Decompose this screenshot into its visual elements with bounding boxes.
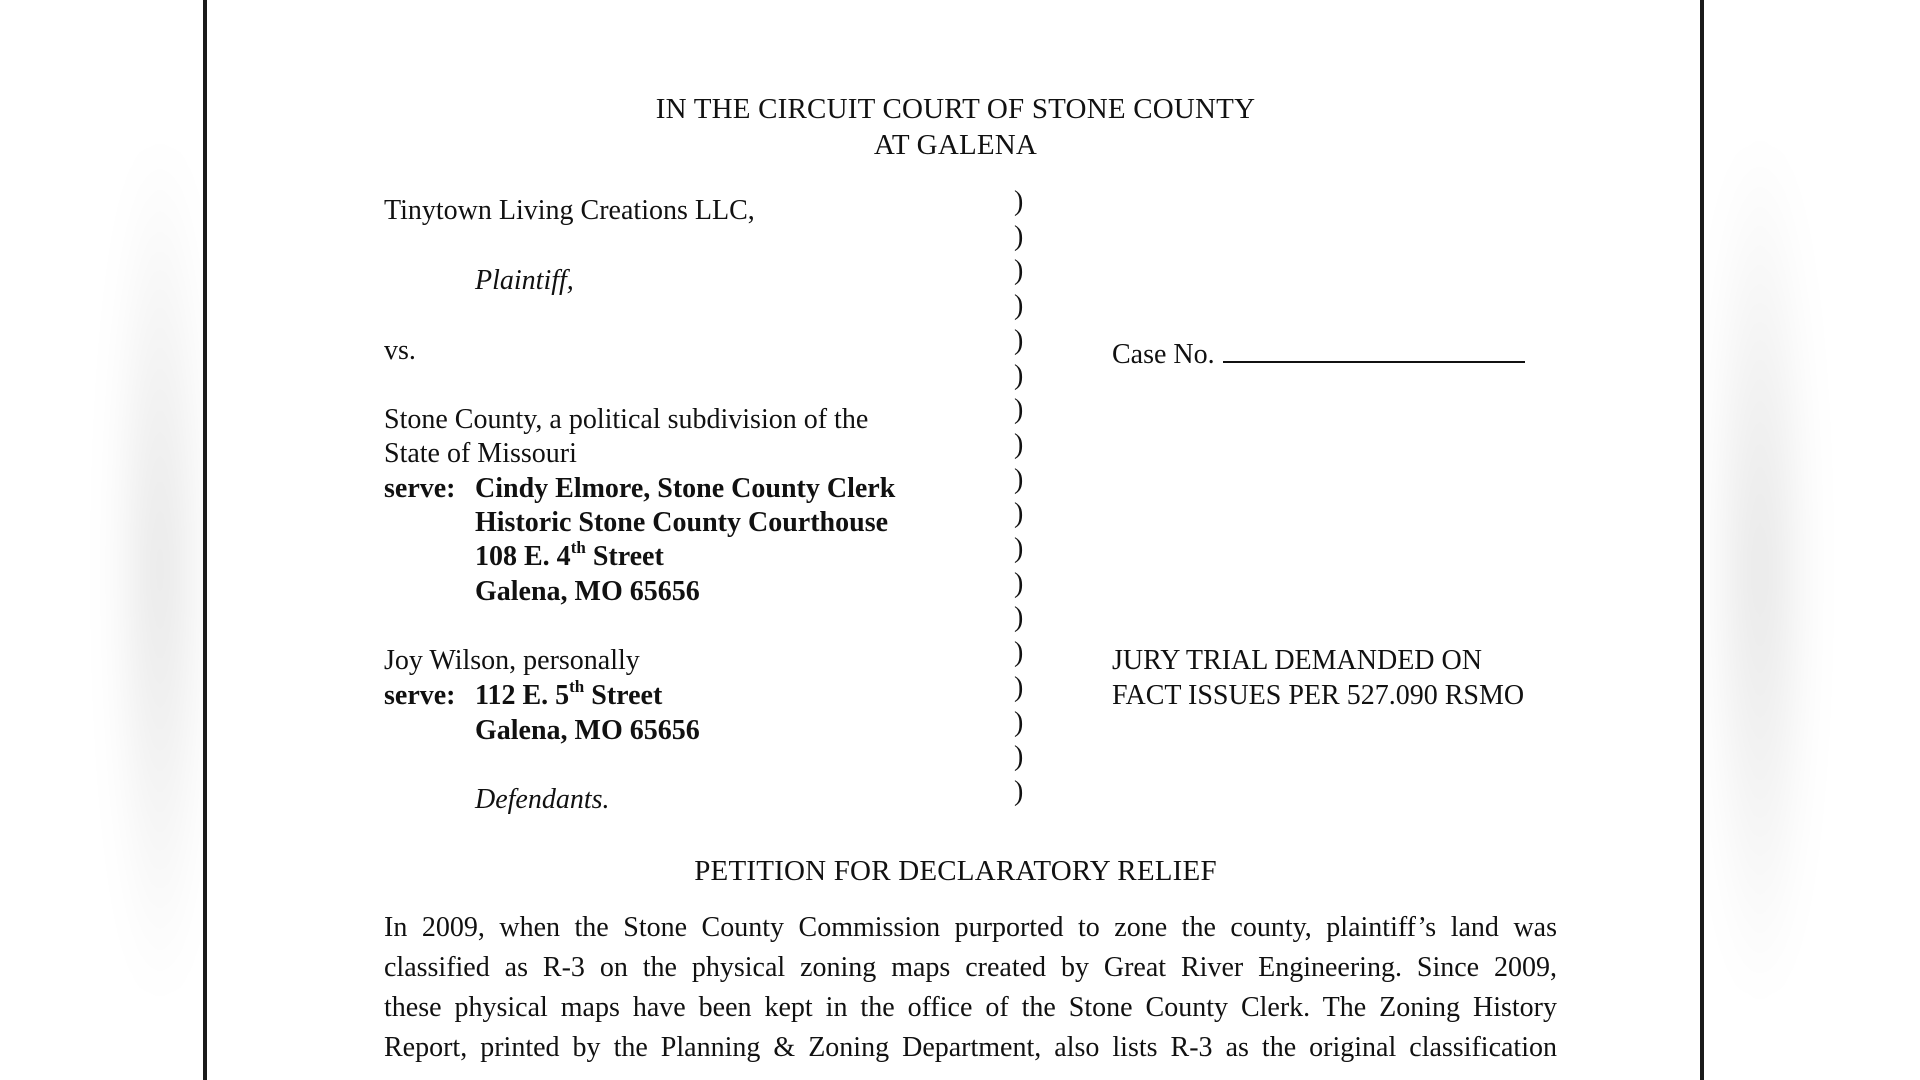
defendant2-street-suffix: th (569, 676, 585, 696)
defendant1-street (475, 537, 664, 573)
defendant1-serve-label: serve: (384, 473, 456, 504)
parenthesis: ) (1014, 706, 1024, 738)
defendant1-line1: Stone County, a political subdivision of the (384, 404, 869, 435)
parenthesis: ) (1014, 428, 1024, 460)
page-shadow-right (1705, 120, 1815, 1020)
petition-body-paragraph (384, 908, 1557, 1068)
jury-demand-line1: JURY TRIAL DEMANDED ON (1112, 645, 1482, 676)
parenthesis: ) (1014, 463, 1024, 495)
defendant1-serve-name: Cindy Elmore, Stone County Clerk (475, 473, 896, 504)
plaintiff-role: Plaintiff, (475, 265, 574, 296)
parenthesis: ) (1014, 637, 1024, 669)
parenthesis: ) (1014, 255, 1024, 287)
plaintiff-name: Tinytown Living Creations LLC, (384, 195, 755, 226)
defendant2-line1: Joy Wilson, personally (384, 645, 640, 676)
parenthesis: ) (1014, 567, 1024, 599)
defendant2-street (475, 676, 663, 712)
petition-title: PETITION FOR DECLARATORY RELIEF (694, 855, 1217, 887)
defendant1-city: Galena, MO 65656 (475, 576, 700, 607)
parenthesis: ) (1014, 186, 1024, 217)
case-number-label: Case No. (1112, 339, 1215, 370)
defendants-role: Defendants. (475, 784, 610, 815)
body-line: these physical maps have been kept in the office of the Stone County Clerk. The Zoning History (384, 992, 1557, 1023)
document-page (203, 0, 1704, 1080)
body-line: In 2009, when the Stone County Commission purported to zone the county, plaintiff’s land was (384, 912, 1557, 943)
defendant1-line2: State of Missouri (384, 438, 577, 469)
body-line: classified as R-3 on the physical zoning maps created by Great River Engineering. Since 2009, (384, 952, 1557, 983)
parenthesis: ) (1014, 533, 1024, 565)
parenthesis: ) (1014, 602, 1024, 634)
parenthesis: ) (1014, 671, 1024, 703)
defendant1-street-word: Street (592, 541, 664, 572)
caption-parenthesis-column (1014, 185, 1034, 810)
jury-demand-line2: FACT ISSUES PER 527.090 RSMO (1112, 680, 1525, 711)
parenthesis: ) (1014, 220, 1024, 252)
parenthesis: ) (1014, 394, 1024, 426)
page-shadow-left (110, 120, 210, 1020)
versus: vs. (384, 335, 416, 366)
body-line: Report, printed by the Planning & Zoning Department, also lists R-3 as the original classification (384, 1032, 1557, 1063)
court-heading-line2: AT GALENA (873, 129, 1038, 161)
case-number-blank (1223, 335, 1525, 363)
defendant1-street-number: 108 E. 4 (475, 541, 571, 572)
parenthesis: ) (1014, 290, 1024, 322)
parenthesis: ) (1014, 498, 1024, 530)
parenthesis: ) (1014, 324, 1024, 356)
defendant2-street-word: Street (591, 680, 663, 711)
case-number (1112, 335, 1525, 371)
parenthesis: ) (1014, 741, 1024, 773)
defendant2-city: Galena, MO 65656 (475, 715, 700, 746)
parenthesis: ) (1014, 775, 1024, 807)
defendant1-serve-place: Historic Stone County Courthouse (475, 507, 889, 538)
defendant1-street-suffix: th (570, 537, 586, 557)
court-heading-line1: IN THE CIRCUIT COURT OF STONE COUNTY (655, 93, 1256, 125)
parenthesis: ) (1014, 359, 1024, 391)
defendant2-serve-label: serve: (384, 680, 456, 711)
defendant2-street-number: 112 E. 5 (475, 680, 570, 711)
